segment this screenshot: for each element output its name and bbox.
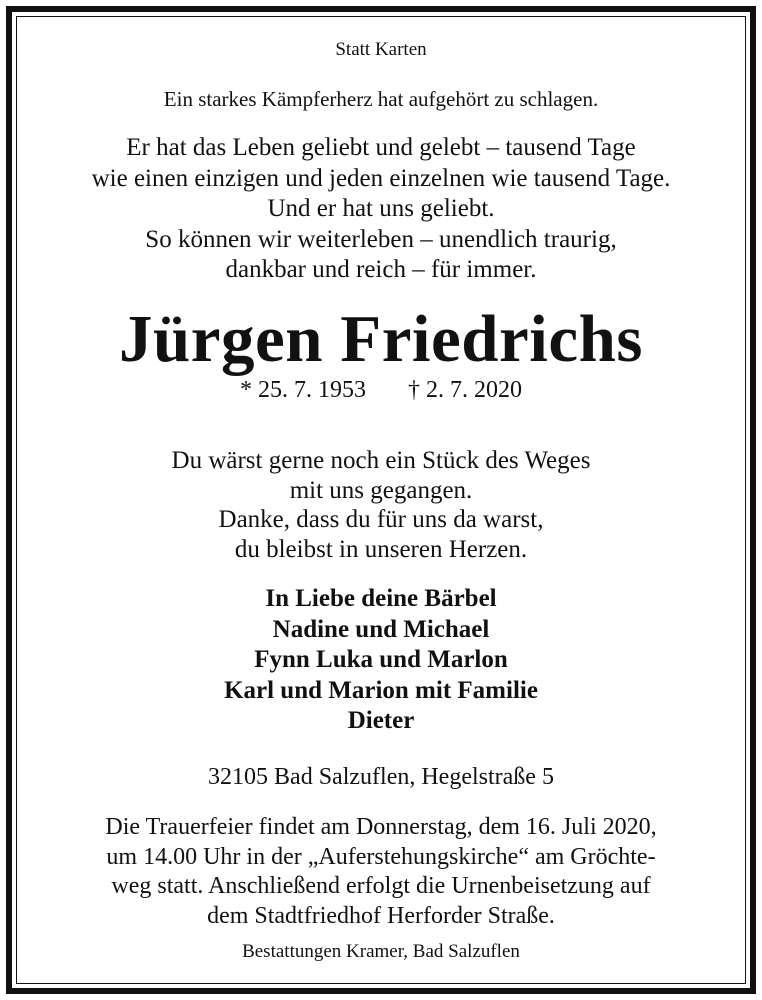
- deceased-name: Jürgen Friedrichs: [119, 302, 643, 376]
- poem-block: [20, 133, 742, 286]
- verse-line: du bleibst in unseren Herzen.: [234, 535, 528, 563]
- verse-line: Danke, dass du für uns da warst,: [218, 506, 544, 533]
- mourner-line: Dieter: [347, 707, 415, 734]
- poem-line: wie einen einzigen und jeden einzelnen wie tausend Tage.: [91, 164, 671, 192]
- poem-line: Und er hat uns geliebt.: [267, 195, 495, 222]
- address-line: 32105 Bad Salzuflen, Hegelstraße 5: [208, 764, 554, 790]
- death-date: † 2. 7. 2020: [408, 377, 522, 403]
- funeral-line: um 14.00 Uhr in der „Auferstehungskirche“ am Gröchte-: [106, 843, 656, 870]
- obituary-notice: [20, 20, 742, 980]
- birth-date: * 25. 7. 1953: [240, 377, 366, 403]
- funeral-line: weg statt. Anschließend erfolgt die Urnenbeisetzung auf: [111, 873, 651, 899]
- mourner-line: Fynn Luka und Marlon: [254, 646, 508, 673]
- poem-line: So können wir weiterleben – unendlich traurig,: [145, 225, 617, 253]
- mourner-line: Nadine und Michael: [272, 615, 490, 643]
- poem-line: dankbar und reich – für immer.: [225, 256, 537, 283]
- funeral-home-footer: Bestattungen Kramer, Bad Salzuflen: [242, 941, 520, 962]
- mourner-line: Karl und Marion mit Familie: [224, 676, 538, 704]
- verse-line: mit uns gegangen.: [289, 476, 473, 504]
- verse-block: [20, 446, 742, 564]
- intro-line: Ein starkes Kämpferherz hat aufgehört zu schlagen.: [163, 87, 599, 111]
- funeral-notice: [20, 813, 742, 931]
- statt-karten-line: Statt Karten: [335, 39, 427, 60]
- poem-line: Er hat das Leben geliebt und gelebt – tausend Tage: [126, 134, 636, 161]
- mourner-line: In Liebe deine Bärbel: [265, 585, 497, 612]
- mourners-block: [20, 584, 742, 737]
- life-dates: [20, 376, 742, 404]
- funeral-line: Die Trauerfeier findet am Donnerstag, dem 16. Juli 2020,: [105, 814, 657, 840]
- funeral-line: dem Stadtfriedhof Herforder Straße.: [207, 902, 555, 929]
- verse-line: Du wärst gerne noch ein Stück des Weges: [171, 447, 591, 474]
